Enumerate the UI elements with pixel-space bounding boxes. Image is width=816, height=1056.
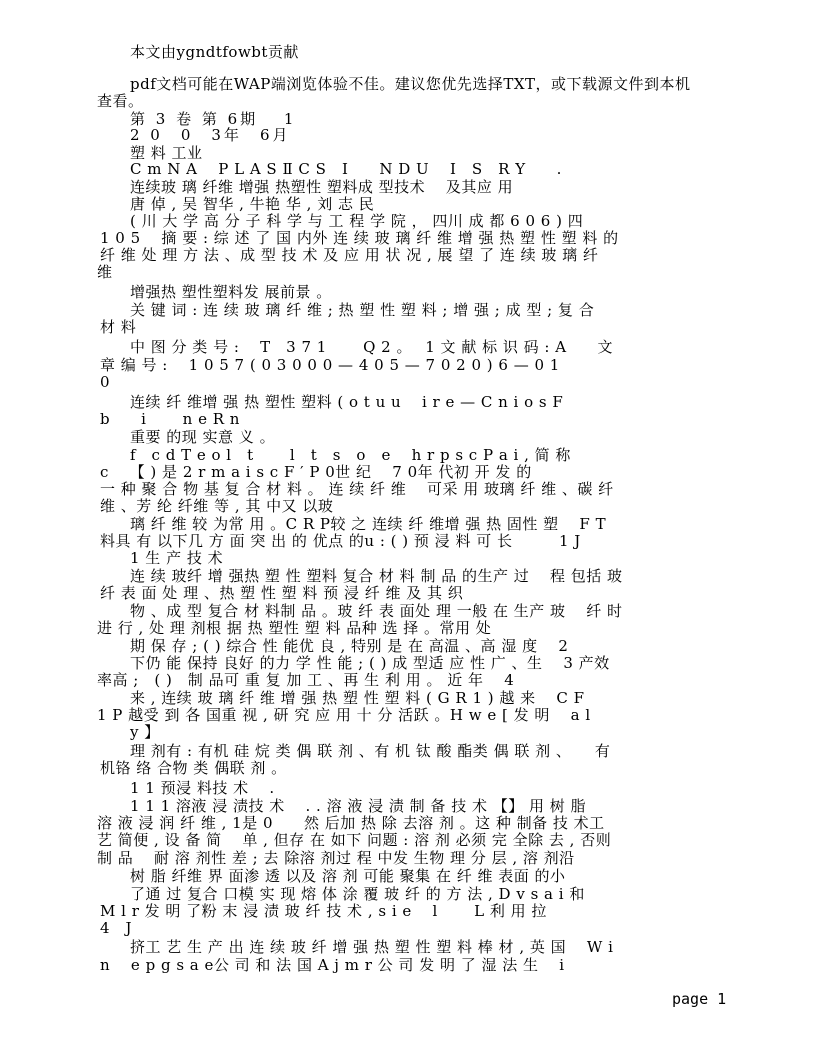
- text-line-19: 0: [100, 373, 111, 391]
- text-line-23: f c d T e o l t l t s o e h r p s c P a i , 简 称: [130, 446, 571, 464]
- text-line-43: 1 1 1 溶液 浸 渍技 术 . . 溶 液 浸 渍 制 备 技 术 【】 用 树 脂: [130, 797, 587, 815]
- text-line-28: 料具 有 以下几 方 面 突 出 的 优点 的u : ( ) 预 浸 料 可 长 1 J: [100, 532, 581, 550]
- text-line-27: 璃 纤 维 较 为常 用 。C R P较 之 连续 纤 维增 强 热 固性 塑 F T: [130, 515, 607, 533]
- text-line-44: 溶 液 浸 润 纤 维 , 1是 0 然 后加 热 除 去溶 剂 。这 种 制备 技 术工: [97, 814, 605, 832]
- text-line-47: 树 脂 纤维 界 面渗 透 以及 溶 剂 可能 聚集 在 纤 维 表面 的小: [130, 867, 566, 885]
- text-line-9: 唐 倬 , 吴 智华 , 牛艳 华 , 刘 志 民: [130, 195, 375, 213]
- text-line-42: 1 1 预浸 料技 术 .: [130, 779, 275, 797]
- text-line-14: 增强热 塑性塑料发 展前景 。: [130, 283, 332, 301]
- text-line-1: 本文由ygndtfowbt贡献: [130, 43, 299, 61]
- text-line-26: 维 、芳 纶 纤维 等 , 其 中又 以玻: [100, 497, 334, 515]
- text-line-20: 连续 纤 维增 强 热 塑性 塑料 ( o t u u i r e — C n i o s F: [130, 393, 564, 411]
- text-line-16: 材 料: [100, 318, 137, 336]
- text-line-38: 1 P 越受 到 各 国重 视 , 研 究 应 用 十 分 活跃 。H w e [ 发 明 a l: [97, 706, 591, 724]
- text-line-48: 了通 过 复合 口模 实 现 熔 体 涂 覆 玻 纤 的 方 法 , D v s a i 和: [130, 885, 585, 903]
- text-line-50: 4 J: [100, 919, 133, 937]
- text-line-30: 连 续 玻纤 增 强热 塑 性 塑料 复合 材 料 制 品 的生产 过 程 包括 玻: [130, 567, 623, 585]
- text-line-12: 纤 维 处 理 方 法 、成 型 技 术 及 应 用 状 况 , 展 望 了 连 续 玻 璃 纤: [100, 246, 599, 264]
- text-line-51: 挤工 艺 生 产 出 连 续 玻 纤 增 强 热 塑 性 塑 料 棒 材 , 英 国 W i: [130, 938, 614, 956]
- text-line-10: ( 川 大 学 高 分 子 科 学 与 工 程 学 院 ， 四川 成 都 6 0 6 ) 四: [130, 212, 584, 230]
- text-line-21: b i n e R n: [100, 410, 240, 428]
- text-line-18: 章 编 号 : 1 0 5 7 ( 0 3 0 0 0 — 4 0 5 — 7 0 2 0 ) 6 — 0 1: [100, 356, 560, 374]
- text-line-4: 第 3 卷 第 6期 1: [130, 110, 297, 128]
- text-line-22: 重要 的现 实意 义 。: [130, 428, 276, 446]
- text-line-39: y 】: [130, 723, 160, 741]
- text-line-13: 维: [97, 263, 113, 281]
- text-line-6: 塑 料 工业: [130, 144, 203, 162]
- text-line-46: 制 品 耐 溶 剂性 差 ; 去 除溶 剂过 程 中发 生物 理 分 层 , 溶 剂沿: [97, 849, 575, 867]
- text-line-2: pdf文档可能在WAP端浏览体验不佳。建议您优先选择TXT，或下载源文件到本机: [130, 75, 691, 93]
- text-line-34: 期 保 存 ; ( ) 综合 性 能优 良 , 特别 是 在 高温 、高 湿 度 2: [130, 637, 569, 655]
- text-line-49: M l r 发 明 了粉 末 浸 渍 玻 纤 技 术 , s i e l L 利 用 拉: [100, 902, 547, 920]
- text-line-3: 查看。: [97, 92, 144, 110]
- text-line-11: 1 0 5 摘 要 : 综 述 了 国 内外 连 续 玻 璃 纤 维 增 强 热 塑 性 塑 料 的: [100, 229, 619, 247]
- text-line-8: 连续玻 璃 纤维 增强 热塑性 塑料成 型技术 及其应 用: [130, 178, 514, 196]
- page-number: page 1: [672, 990, 727, 1008]
- text-line-36: 率高 ; ( ) 制 品可 重 复 加 工 、再 生 利 用 。 近 年 4: [97, 671, 515, 689]
- text-line-31: 纤 表 面 处 理 、热 塑 性 塑 料 预 浸 纤 维 及 其 织: [100, 584, 464, 602]
- text-line-32: 物 、成 型 复合 材 料制 品 。玻 纤 表 面处 理 一般 在 生产 玻 纤 时: [130, 602, 623, 620]
- text-line-29: 1 生 产 技 术: [130, 549, 224, 567]
- text-line-24: c 【 ) 是 2 r m a i s c F ′ P 0世 纪 7 0年 代初 开 发 的: [100, 463, 532, 481]
- text-line-5: 2 0 0 3年 6月: [130, 126, 291, 144]
- text-line-33: 进 行 , 处 理 剂根 据 热 塑性 塑 料 品种 选 择 。常用 处: [97, 619, 492, 637]
- text-line-45: 艺 简便 , 设 备 简 单 , 但存 在 如下 问题 : 溶 剂 必须 完 全除 去 , 否则: [97, 831, 612, 849]
- text-line-37: 来 , 连续 玻 璃 纤 维 增 强 热 塑 性 塑 料 ( G R 1 ) 越 来 C F: [130, 689, 585, 707]
- text-line-15: 关 键 词 : 连 续 玻 璃 纤 维 ; 热 塑 性 塑 料 ; 增 强 ; 成 型 ; 复 合: [130, 301, 595, 319]
- text-line-25: 一 种 聚 合 物 基 复 合 材 料 。 连 续 纤 维 可采 用 玻璃 纤 维 、碳 纤: [100, 480, 614, 498]
- text-line-7: C m N A P L A S Ⅱ C S I N D U I S R Y .: [130, 160, 562, 178]
- text-line-41: 机铬 络 合物 类 偶联 剂 。: [100, 759, 287, 777]
- text-line-52: n e p g s a e公 司 和 法 国 A j m r 公 司 发 明 了 湿 法 生 i: [100, 956, 565, 974]
- text-line-35: 下仍 能 保持 良好 的力 学 性 能 ; ( ) 成 型适 应 性 广 、生 3 产效: [130, 654, 610, 672]
- text-line-40: 理 剂有 : 有机 硅 烷 类 偶 联 剂 、有 机 钛 酸 酯类 偶 联 剂 、 有: [130, 742, 611, 760]
- text-line-17: 中 图 分 类 号 : T 3 7 1 Q 2 。 1 文 献 标 识 码 : A 文: [130, 338, 614, 356]
